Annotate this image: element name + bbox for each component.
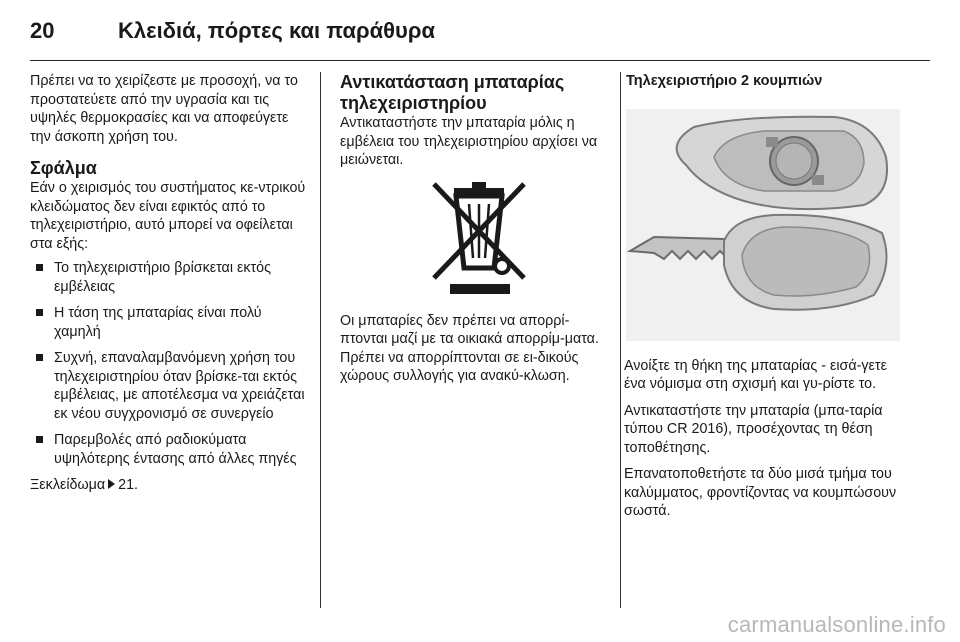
list-item: [30, 349, 308, 423]
crossed-out-wheeled-bin-icon: [340, 178, 612, 298]
triangle-arrow-icon: [108, 479, 115, 489]
reassemble-paragraph: Επανατοποθετήστε τα δύο μισά τμήμα του καλύμματος, φροντίζοντας να κουμπώσουν σωστά.: [624, 466, 897, 519]
bullet-icon: [36, 354, 43, 361]
bullet-icon: [36, 309, 43, 316]
disposal-paragraph: Οι μπαταρίες δεν πρέπει να απορρί-πτονται μαζί με τα οικιακά απορρίμ-ματα. Πρέπει να απορρίπτονται σε ει-δικούς χώρους συλλογής για ανακύ-κλωση.: [340, 312, 599, 384]
bullet-icon: [36, 436, 43, 443]
page-number: 20: [30, 18, 55, 43]
list-item: [30, 259, 308, 296]
bullet-icon: [36, 264, 43, 271]
fault-bullet-list: [30, 259, 308, 468]
fault-heading: Σφάλμα: [30, 158, 97, 178]
column-3: [624, 72, 902, 529]
xref-label: Ξεκλείδωμα: [30, 477, 106, 493]
column-1: [30, 72, 308, 503]
column-2: [340, 72, 612, 394]
intro-paragraph: Πρέπει να το χειρίζεστε με προσοχή, να το προστατεύετε από την υγρασία και τις υψηλές θερμοκρασίες και να αποφεύγετε την άσκοπη χρήση του.: [30, 73, 298, 145]
replace-battery-paragraph: Αντικαταστήστε την μπαταρία (μπα-ταρία τύπου CR 2016), προσέχοντας τη θέση τοποθέτησης.: [624, 402, 883, 456]
list-item-text: Το τηλεχειριστήριο βρίσκεται εκτός εμβέλειας: [54, 260, 271, 295]
battery-replacement-heading: Αντικατάσταση μπαταρίας τηλεχειριστηρίου: [340, 72, 565, 113]
page-title: Κλειδιά, πόρτες και παράθυρα: [118, 18, 435, 43]
list-item: [30, 304, 308, 341]
open-battery-paragraph: Ανοίξτε τη θήκη της μπαταρίας - εισά-γετε ένα νόμισμα στη σχισμή και γυ-ρίστε το.: [624, 357, 887, 392]
list-item-text: Παρεμβολές από ραδιοκύματα υψηλότερης έντασης από άλλες πηγές: [54, 432, 297, 467]
column-divider: [620, 72, 621, 608]
xref-page: 21.: [118, 477, 139, 493]
header-rule: [30, 60, 930, 61]
two-button-remote-heading: Τηλεχειριστήριο 2 κουμπιών: [626, 73, 823, 89]
battery-replacement-paragraph: Αντικαταστήστε την μπαταρία μόλις η εμβέλεια του τηλεχειριστηρίου αρχίσει να μειώνεται.: [340, 115, 598, 168]
cross-reference[interactable]: [30, 476, 308, 495]
list-item: [30, 431, 308, 468]
watermark-text: carmanualsonline.info: [727, 612, 946, 637]
column-divider: [320, 72, 321, 608]
remote-key-illustration: [624, 105, 902, 345]
list-item-text: Συχνή, επαναλαμβανόμενη χρήση του τηλεχειριστηρίου όταν βρίσκε-ται εκτός εμβέλειας, με αποτέλεσμα να χρειάζεται εκ νέου συγχρονισμό σε συνεργείο: [54, 350, 305, 422]
list-item-text: Η τάση της μπαταρίας είναι πολύ χαμηλή: [54, 305, 262, 340]
fault-paragraph: Εάν ο χειρισμός του συστήματος κε-ντρικού κλειδώματος δεν είναι εφικτός από το τηλεχειριστήριο, αυτό μπορεί να οφείλεται στα εξής:: [30, 180, 306, 252]
